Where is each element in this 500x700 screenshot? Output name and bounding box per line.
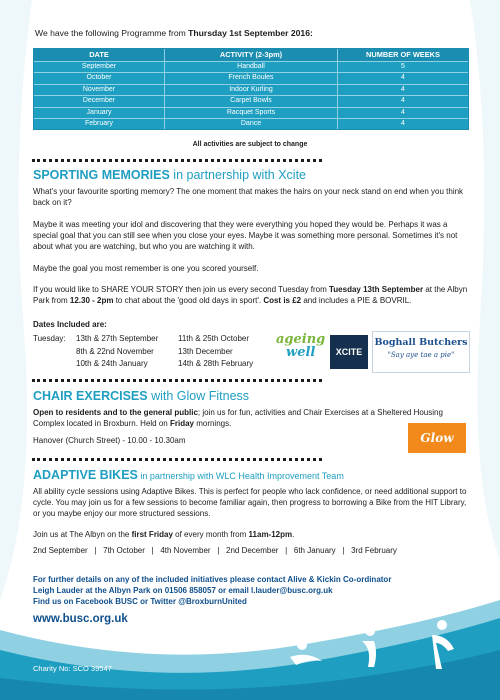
sporting-title: SPORTING MEMORIES: [33, 168, 170, 182]
bikes-p2-text: Join us at The Albyn on the: [33, 530, 132, 539]
contact-line: Leigh Lauder at the Albyn Park on 01506 858057 or email l.lauder@busc.org.uk: [33, 586, 333, 596]
bikes-day: first Friday: [131, 530, 173, 539]
bikes-title: ADAPTIVE BIKES: [33, 468, 138, 482]
sporting-p4-text: If you would like to SHARE YOUR STORY then join us every second Tuesday from: [33, 285, 329, 294]
cell-activity: Carpet Bowls: [165, 96, 338, 106]
contact-line: For further details on any of the included initiatives please contact Alive & Kickin Co-ordinator: [33, 575, 392, 584]
dates-label: Tuesday:: [33, 334, 66, 343]
sporting-cost: Cost is £2: [263, 296, 302, 306]
contact-social: Find us on Facebook BUSC or Twitter @BroxburnUnited: [33, 597, 247, 607]
table-row: [34, 107, 468, 118]
chair-p1-text: ; join us for fun, activities and Chair Exercises at a Sheltered Housing Complex located in Broxburn. Held on: [33, 408, 443, 429]
dotted-divider: [32, 379, 322, 382]
date-item: 8th & 22nd November: [76, 346, 154, 356]
sporting-p2: Maybe it was meeting your idol and discovering that they were everything you hoped they would be. Perhaps it was a special goal that you can still see when you close your eyes. Maybe it was something more personal. Sometimes it's not about what you are watching, but who you are watching it with.: [33, 220, 458, 252]
programme-intro: [35, 28, 313, 38]
figure-2: [362, 626, 376, 667]
date-item: 13th December: [178, 346, 233, 356]
ageing-well-logo-text: well: [286, 345, 316, 360]
xcite-logo: XCITE: [330, 335, 368, 369]
dates-heading: Dates Included are:: [33, 320, 107, 329]
header-activity: ACTIVITY (2-3pm): [165, 49, 338, 61]
figure-1: [290, 640, 322, 665]
glow-fitness-logo: Glow: [408, 423, 466, 453]
cell-activity: Racquet Sports: [165, 108, 338, 118]
chair-day: Friday: [169, 419, 194, 429]
chair-heading: [33, 389, 249, 403]
bikes-dates: 2nd September | 7th October | 4th November | 2nd December | 6th January | 3rd February: [33, 546, 397, 555]
cell-date: December: [34, 96, 165, 106]
charity-number: Charity No: SCO 39547: [33, 664, 112, 673]
dates-column-1: [76, 333, 158, 371]
table-row: [34, 118, 468, 129]
table-header: [34, 49, 468, 61]
sporting-p4-text: at the Albyn Park from: [33, 285, 468, 306]
chair-p1: [33, 407, 469, 429]
sporting-time: 12.30 - 2pm: [69, 296, 114, 306]
table-row: [34, 84, 468, 95]
sporting-p3: Maybe the goal you most remember is one you scored yourself.: [33, 264, 259, 273]
intro-text: We have the following Programme from: [35, 28, 189, 38]
chair-open-to: Open to residents and to the general public: [33, 408, 198, 417]
sporting-heading: [33, 168, 306, 182]
bikes-p1: All ability cycle sessions using Adaptive Bikes. This is perfect for people who lack confidence, or need additional support to cycle. You may join us for a few sessions to become familiar again, then progress to borrowing a Bike from the HIT Library, or you maybe enjoy our more structured sessions.: [33, 487, 467, 519]
chair-subtitle: with Glow Fitness: [147, 389, 250, 403]
date-item: 13th & 27th September: [76, 334, 159, 343]
header-date: DATE: [34, 49, 165, 61]
cell-date: January: [34, 108, 165, 118]
cell-date: November: [34, 85, 165, 95]
sporting-p4-text: and includes a PIE & BOVRIL.: [301, 296, 412, 306]
cell-weeks: 4: [401, 97, 405, 105]
ageing-well-logo-text: ageing: [276, 332, 326, 347]
cell-weeks: 4: [401, 74, 405, 82]
website-link[interactable]: www.busc.org.uk: [33, 613, 128, 625]
date-item: 11th & 25th October: [178, 334, 250, 343]
date-item: 14th & 28th February: [178, 359, 254, 368]
table-row: [34, 61, 468, 72]
figure-3: [432, 620, 454, 669]
cell-date: February: [34, 119, 165, 129]
chair-venue: Hanover (Church Street) - 10.00 - 10.30am: [33, 436, 186, 445]
chair-p1-text: mornings.: [193, 419, 232, 429]
bikes-p2-text: .: [292, 530, 295, 539]
active-figures-graphic: [282, 615, 482, 685]
table-row: [34, 95, 468, 106]
dotted-divider: [32, 458, 322, 461]
sporting-p4: [33, 284, 469, 306]
intro-date: Thursday 1st September 2016:: [188, 28, 313, 38]
bikes-heading: [33, 468, 344, 482]
cell-activity: French Boules: [165, 73, 338, 83]
cell-date: September: [34, 62, 165, 72]
sporting-start-date: Tuesday 13th September: [329, 285, 424, 294]
header-weeks: NUMBER OF WEEKS: [366, 50, 440, 59]
cell-weeks: 5: [401, 63, 405, 70]
sporting-p4-text: to chat about the 'good old days in sport'.: [113, 296, 264, 306]
boghall-butchers-logo: [372, 331, 470, 373]
programme-table: [33, 48, 469, 130]
ageing-well-logo: [276, 333, 328, 373]
dates-column-2: [178, 333, 253, 371]
table-row: [34, 72, 468, 83]
sporting-p1: What's your favourite sporting memory? The one moment that makes the hairs on your neck stand on end when you think back on it?: [33, 187, 464, 208]
dotted-divider: [32, 159, 322, 162]
table-note: All activities are subject to change: [192, 141, 308, 148]
cell-weeks: 4: [401, 85, 405, 93]
chair-title: CHAIR EXERCISES: [33, 389, 148, 403]
date-item: 10th & 24th January: [76, 359, 148, 368]
boghall-logo-name: Boghall Butchers: [374, 337, 468, 348]
cell-weeks: 4: [401, 108, 405, 116]
bikes-p2: [33, 529, 469, 540]
boghall-logo-tagline: "Say aye tae a pie": [387, 351, 455, 359]
bikes-p2-text: of every month from: [172, 530, 249, 539]
cell-activity: Handball: [165, 62, 338, 72]
sporting-subtitle: in partnership with Xcite: [169, 168, 307, 182]
cell-activity: Indoor Kurling: [165, 85, 338, 95]
cell-activity: Dance: [165, 119, 338, 129]
bikes-subtitle: in partnership with WLC Health Improvement Team: [137, 471, 344, 481]
cell-weeks: 4: [401, 119, 405, 127]
bikes-time: 11am-12pm: [248, 530, 293, 539]
cell-date: October: [34, 73, 165, 83]
